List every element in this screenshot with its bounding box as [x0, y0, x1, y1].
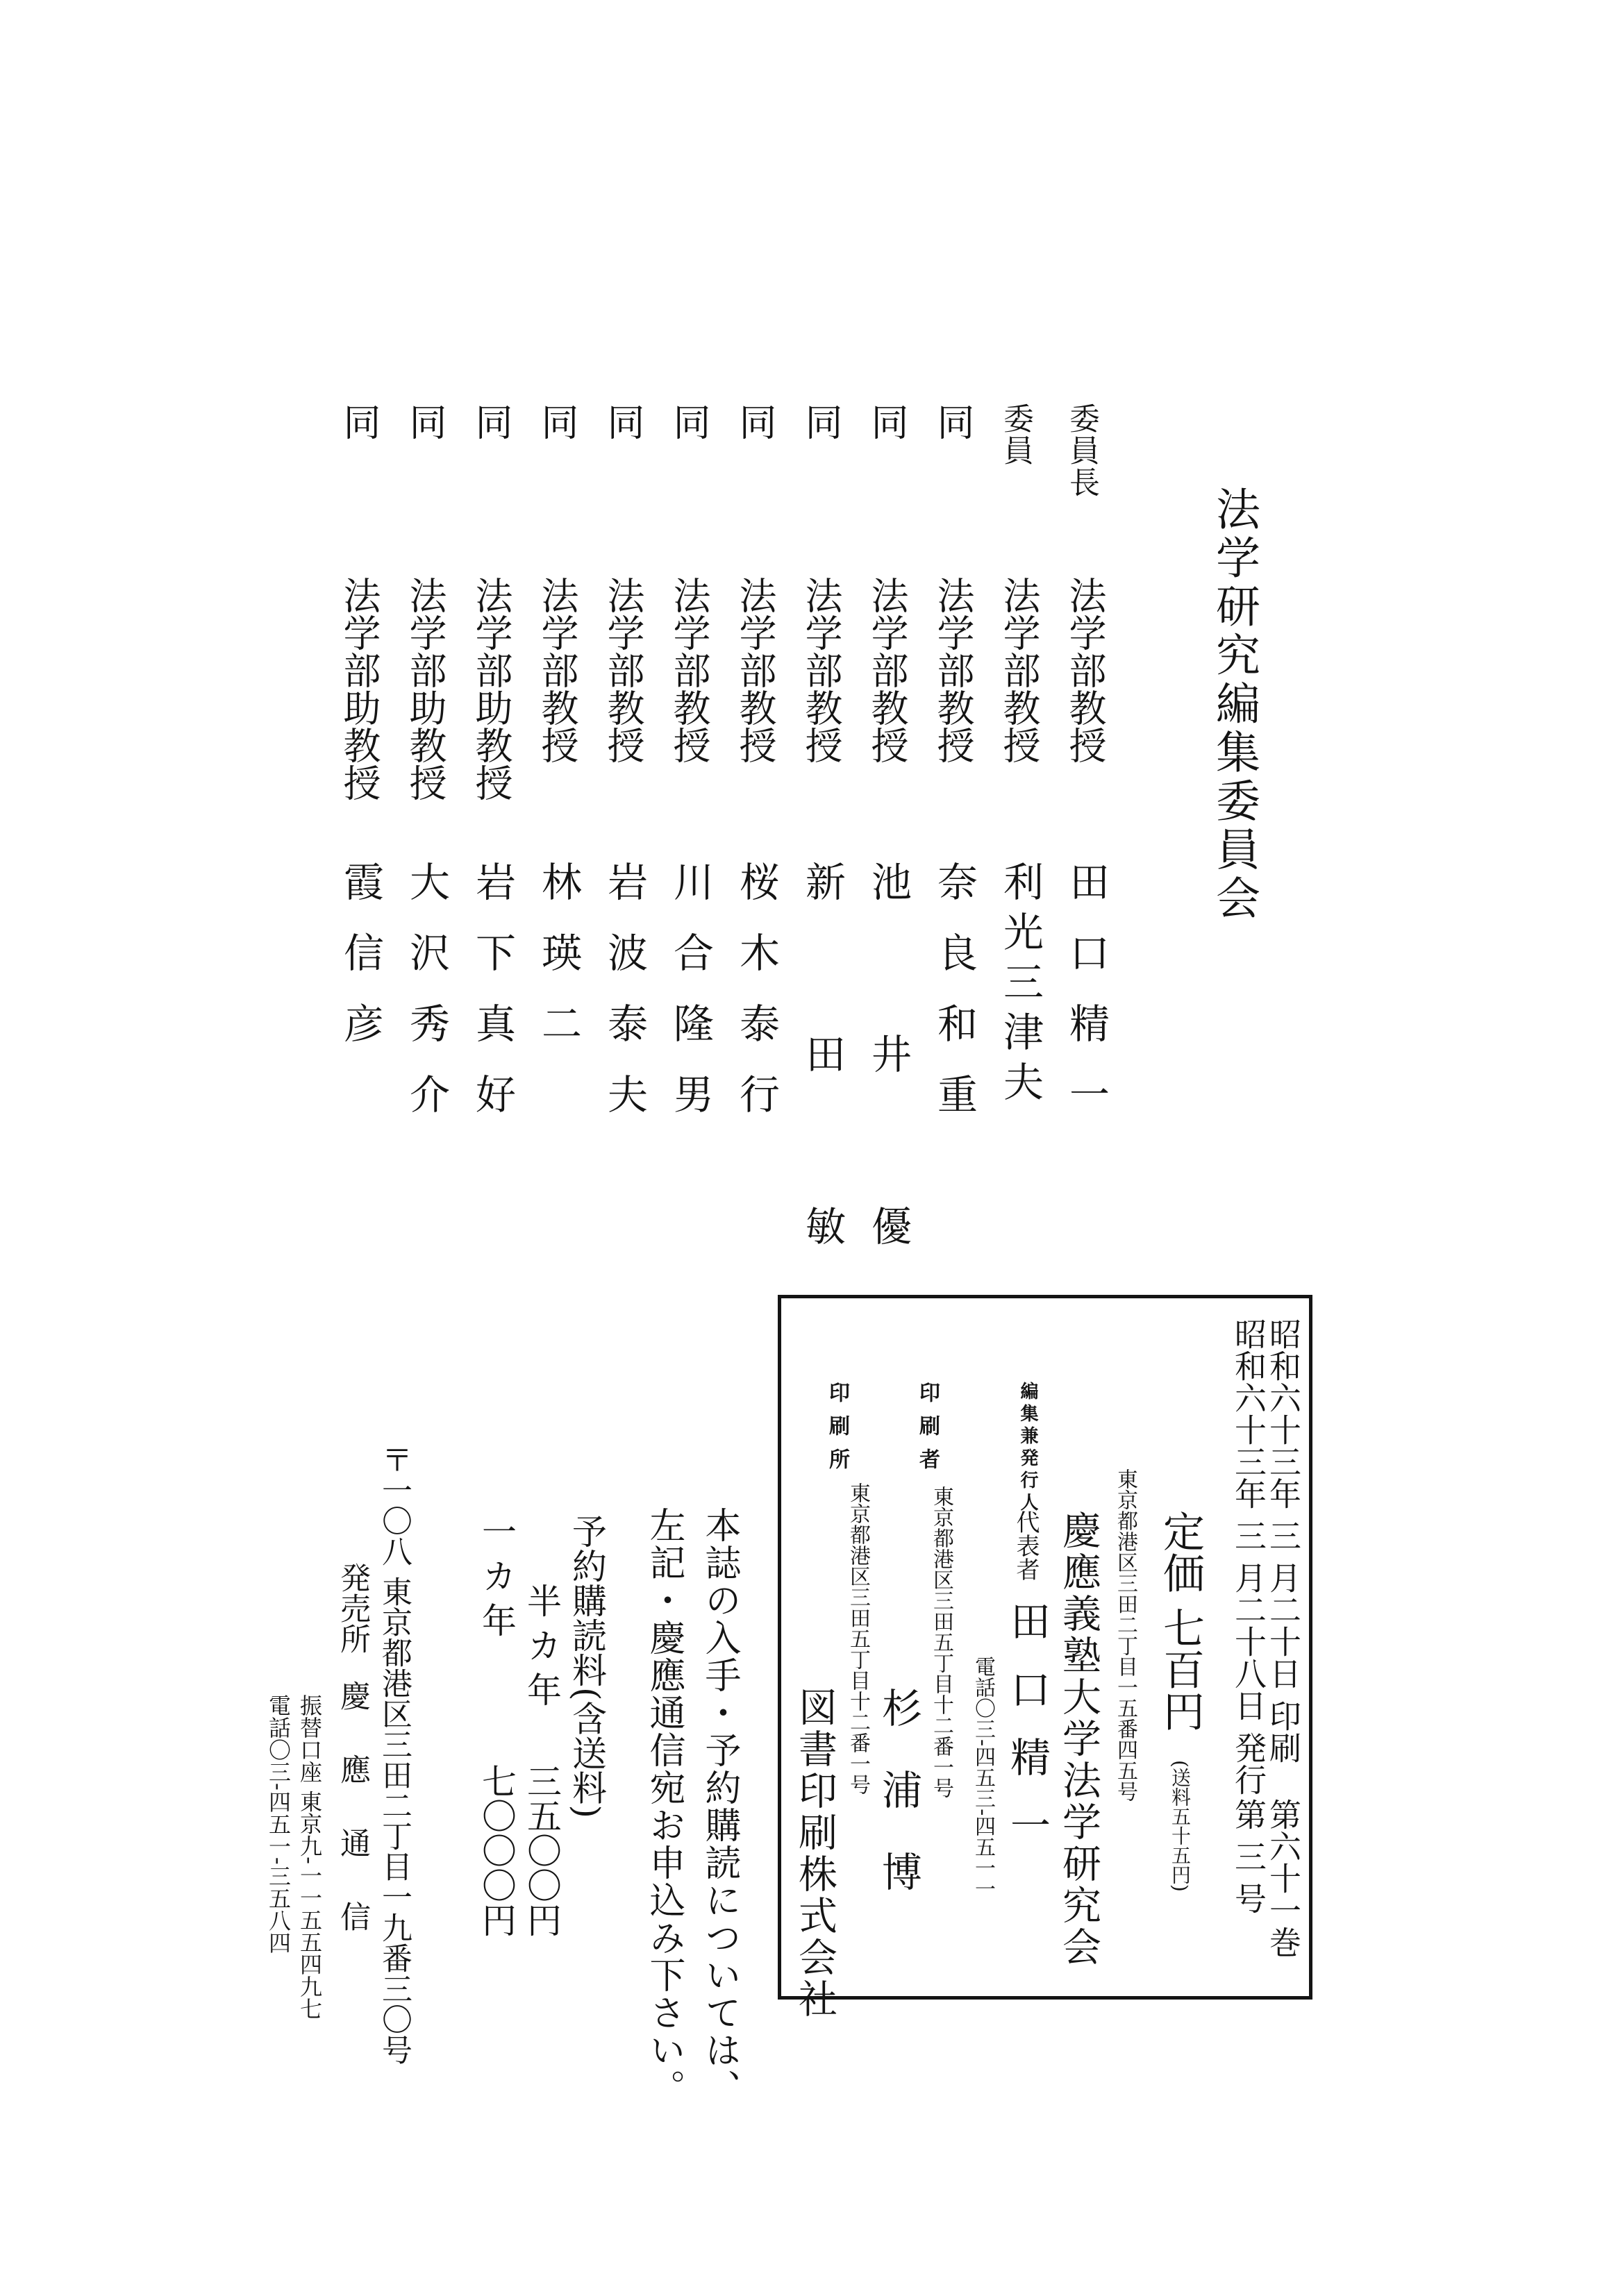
- press-name: 図書印刷株式会社: [792, 1687, 837, 2020]
- member-row: [333, 403, 389, 1139]
- member-row: [861, 403, 917, 1377]
- editor-label: 編集兼発行人: [1017, 1382, 1038, 1515]
- transfer-account: 振替口座 東京九-一一五五四九七: [297, 1694, 323, 2020]
- notice-line-1: 本誌の入手・予約購読については、: [699, 1507, 740, 2106]
- member-role: 同: [733, 403, 777, 443]
- member-name: 大沢秀介: [403, 861, 450, 1144]
- member-name: 岩波泰夫: [601, 861, 648, 1144]
- distributor-name: 慶 應 通 信: [335, 1680, 370, 1948]
- printer-address: 東京都港区三田五丁目十二番一号: [929, 1486, 953, 1798]
- member-name: 桜木泰行: [733, 861, 780, 1144]
- member-position: 法学部教授: [1063, 576, 1107, 764]
- member-name: 利光三津夫: [996, 861, 1044, 1111]
- price: 定価 七百円: [1156, 1510, 1205, 1732]
- member-role: 同: [799, 403, 843, 443]
- member-role: 同: [667, 403, 711, 443]
- representative-label: 代表者: [1012, 1510, 1040, 1581]
- member-name: 川合隆男: [667, 861, 714, 1144]
- member-position: 法学部助教授: [337, 576, 381, 801]
- member-position: 法学部教授: [667, 576, 711, 764]
- member-position: 法学部教授: [535, 576, 579, 764]
- member-row: [663, 403, 719, 1144]
- member-role: 同: [931, 403, 975, 443]
- representative-name: 田口精一: [1003, 1600, 1051, 1872]
- member-role: 同: [535, 403, 579, 443]
- member-position: 法学部教授: [799, 576, 843, 764]
- member-position: 法学部教授: [733, 576, 777, 764]
- member-name: 霞信彦: [337, 861, 384, 1073]
- editor-phone: 電話〇三-四五三-四五一一: [971, 1656, 995, 1900]
- member-row: [993, 403, 1049, 1139]
- member-position: 法学部助教授: [469, 576, 513, 801]
- volume: 第六十一巻: [1265, 1798, 1302, 1958]
- member-name: 田口精一: [1062, 861, 1110, 1144]
- member-role: 同: [865, 403, 909, 443]
- committee-title: 法学研究編集委員会: [1208, 486, 1260, 923]
- press-address: 東京都港区三田五丁目十二番一号: [846, 1482, 870, 1795]
- member-name: 池井優: [865, 861, 912, 1377]
- editor-org: 慶應義塾大学法学研究会: [1056, 1510, 1101, 1968]
- member-role: 同: [403, 403, 447, 443]
- editor-address: 東京都港区三田二丁目一五番四五号: [1113, 1468, 1137, 1802]
- printer-name: 杉浦博: [875, 1687, 922, 1933]
- distributor-address: 〒一〇八 東京都港区三田二丁目一九番三〇号: [376, 1444, 412, 2065]
- member-position: 法学部教授: [931, 576, 975, 764]
- issue-date: 昭和六十三年 三 月二十八日 発行: [1230, 1318, 1267, 1795]
- member-row: [531, 403, 587, 1139]
- member-name: 岩下真好: [469, 861, 516, 1144]
- member-row: [465, 403, 521, 1144]
- member-position: 法学部教授: [601, 576, 645, 764]
- member-position: 法学部教授: [997, 576, 1041, 764]
- subscription-title: 予約購読料(含送料): [567, 1514, 607, 1819]
- print-date: 昭和六十三年 三 月二十日 印刷: [1265, 1318, 1302, 1763]
- distributor-phone: 電話〇三-四五一-三五八四: [265, 1694, 292, 1954]
- member-role: 同: [337, 403, 381, 443]
- half-year-price: 三五〇〇円: [522, 1763, 562, 1937]
- member-position: 法学部教授: [865, 576, 909, 764]
- member-name: 奈良和重: [931, 861, 978, 1144]
- member-role: 同: [469, 403, 513, 443]
- member-row: [597, 403, 653, 1144]
- member-row: [1059, 403, 1115, 1144]
- colophon-box: [778, 1295, 1312, 2020]
- distributor-label: 発売所: [335, 1562, 370, 1654]
- member-row: [729, 403, 785, 1144]
- notice-line-2: 左記・慶應通信宛お申込み下さい。: [643, 1507, 685, 2106]
- member-role: 委員長: [1064, 403, 1099, 498]
- shipping-note: (送料五十五円): [1169, 1760, 1192, 1892]
- member-role: 同: [601, 403, 645, 443]
- one-year-price: 七〇〇〇円: [476, 1763, 517, 1937]
- member-role: 委員: [998, 403, 1033, 467]
- printer-label: 印刷者: [915, 1382, 940, 1482]
- member-name: 新田敏: [799, 861, 846, 1377]
- member-name: 林瑛二: [535, 861, 582, 1073]
- member-position: 法学部助教授: [403, 576, 447, 801]
- one-year-label: 一カ年: [476, 1514, 517, 1647]
- member-row: [795, 403, 851, 1377]
- member-row: [399, 403, 455, 1144]
- member-row: [927, 403, 983, 1144]
- issue-number: 第 三 号: [1230, 1798, 1267, 1915]
- half-year-label: 半カ年: [522, 1583, 562, 1716]
- press-label: 印刷所: [825, 1382, 849, 1482]
